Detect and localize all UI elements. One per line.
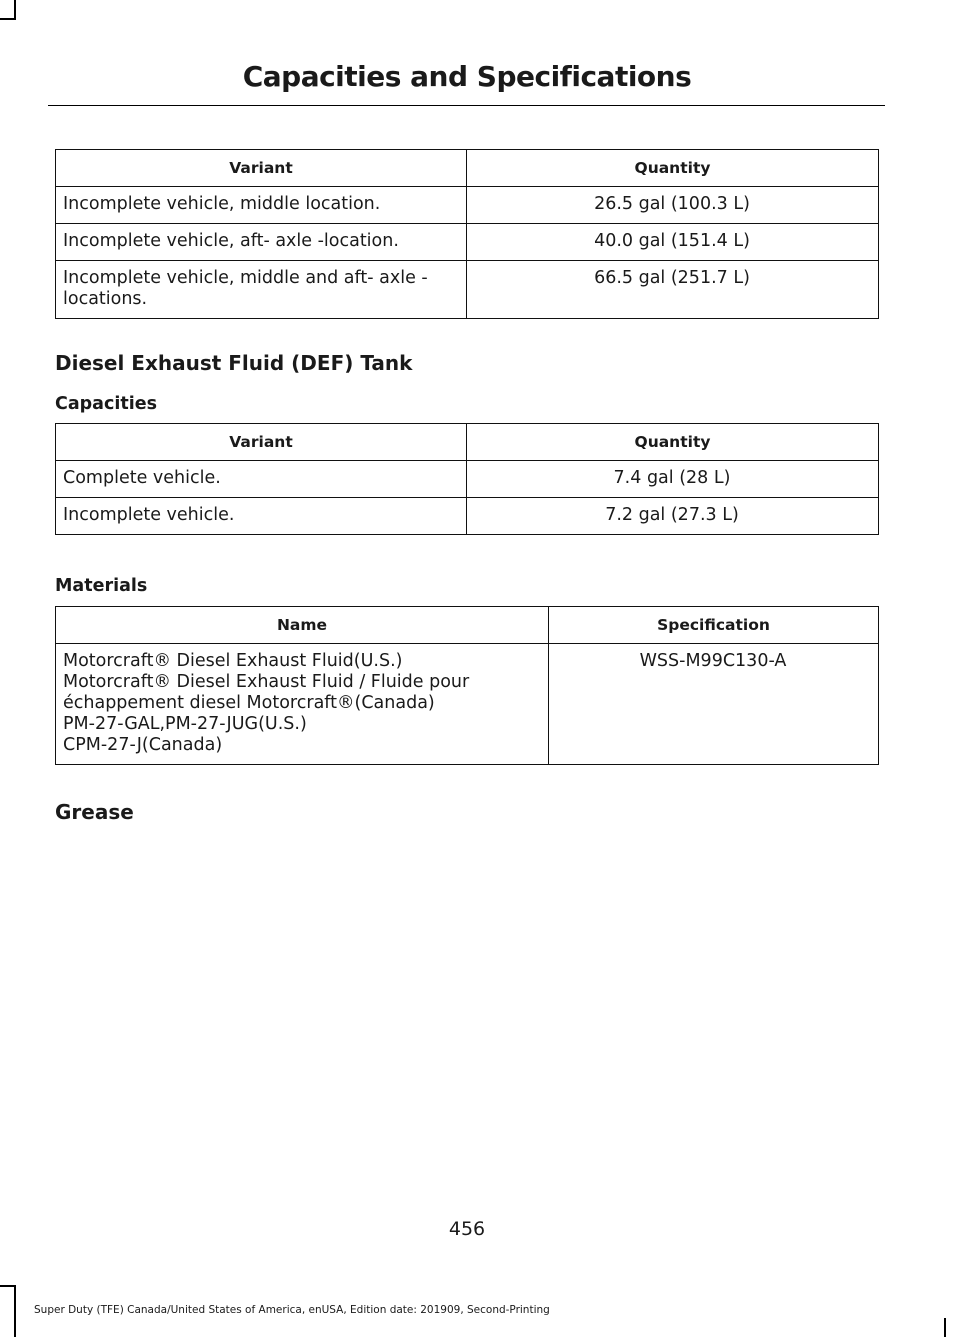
crop-mark-top-left-h <box>0 18 16 20</box>
quantity-cell: 7.2 gal (27.3 L) <box>467 498 879 535</box>
variant-cell: Incomplete vehicle, aft- axle -location. <box>56 224 467 261</box>
column-header-quantity: Quantity <box>467 424 879 461</box>
variant-cell: Incomplete vehicle. <box>56 498 467 535</box>
crop-mark-bottom-right <box>944 1318 946 1337</box>
variant-cell: Complete vehicle. <box>56 461 467 498</box>
crop-mark-top-left <box>14 0 16 20</box>
page-title: Capacities and Specifications <box>242 60 692 93</box>
variant-cell: Incomplete vehicle, middle location. <box>56 187 467 224</box>
table-row <box>56 461 879 498</box>
variant-cell: Incomplete vehicle, middle and aft- axle - locations. <box>56 261 467 319</box>
specification-cell: WSS-M99C130-A <box>549 644 879 765</box>
column-header-variant: Variant <box>56 150 467 187</box>
table-row <box>56 644 879 765</box>
table-header-row <box>56 150 879 187</box>
material-name-cell: Motorcraft® Diesel Exhaust Fluid(U.S.) Motorcraft® Diesel Exhaust Fluid / Fluide pour échappement diesel Motorcraft®(Canada) PM-27-GAL,PM-27-JUG(U.S.) CPM-27-J(Canada) <box>56 644 549 765</box>
section-heading-def-tank: Diesel Exhaust Fluid (DEF) Tank <box>55 351 413 375</box>
def-materials-table <box>55 606 879 765</box>
subheading-materials: Materials <box>55 576 148 596</box>
def-capacities-table <box>55 423 879 535</box>
table-header-row <box>56 424 879 461</box>
quantity-cell: 66.5 gal (251.7 L) <box>467 261 879 319</box>
crop-mark-bottom-left-h <box>0 1285 16 1287</box>
fuel-tank-capacity-table <box>55 149 879 319</box>
crop-mark-bottom-left <box>14 1285 16 1337</box>
column-header-specification: Specification <box>549 607 879 644</box>
table-row <box>56 187 879 224</box>
column-header-quantity: Quantity <box>467 150 879 187</box>
title-divider <box>48 105 885 106</box>
subheading-capacities: Capacities <box>55 394 158 414</box>
quantity-cell: 40.0 gal (151.4 L) <box>467 224 879 261</box>
quantity-cell: 26.5 gal (100.3 L) <box>467 187 879 224</box>
footer-edition-text: Super Duty (TFE) Canada/United States of America, enUSA, Edition date: 201909, Second-Printing <box>34 1304 550 1316</box>
quantity-cell: 7.4 gal (28 L) <box>467 461 879 498</box>
column-header-variant: Variant <box>56 424 467 461</box>
page-number: 456 <box>448 1218 486 1240</box>
table-row <box>56 261 879 319</box>
table-row <box>56 224 879 261</box>
section-heading-grease: Grease <box>55 800 134 824</box>
table-row <box>56 498 879 535</box>
column-header-name: Name <box>56 607 549 644</box>
table-header-row <box>56 607 879 644</box>
